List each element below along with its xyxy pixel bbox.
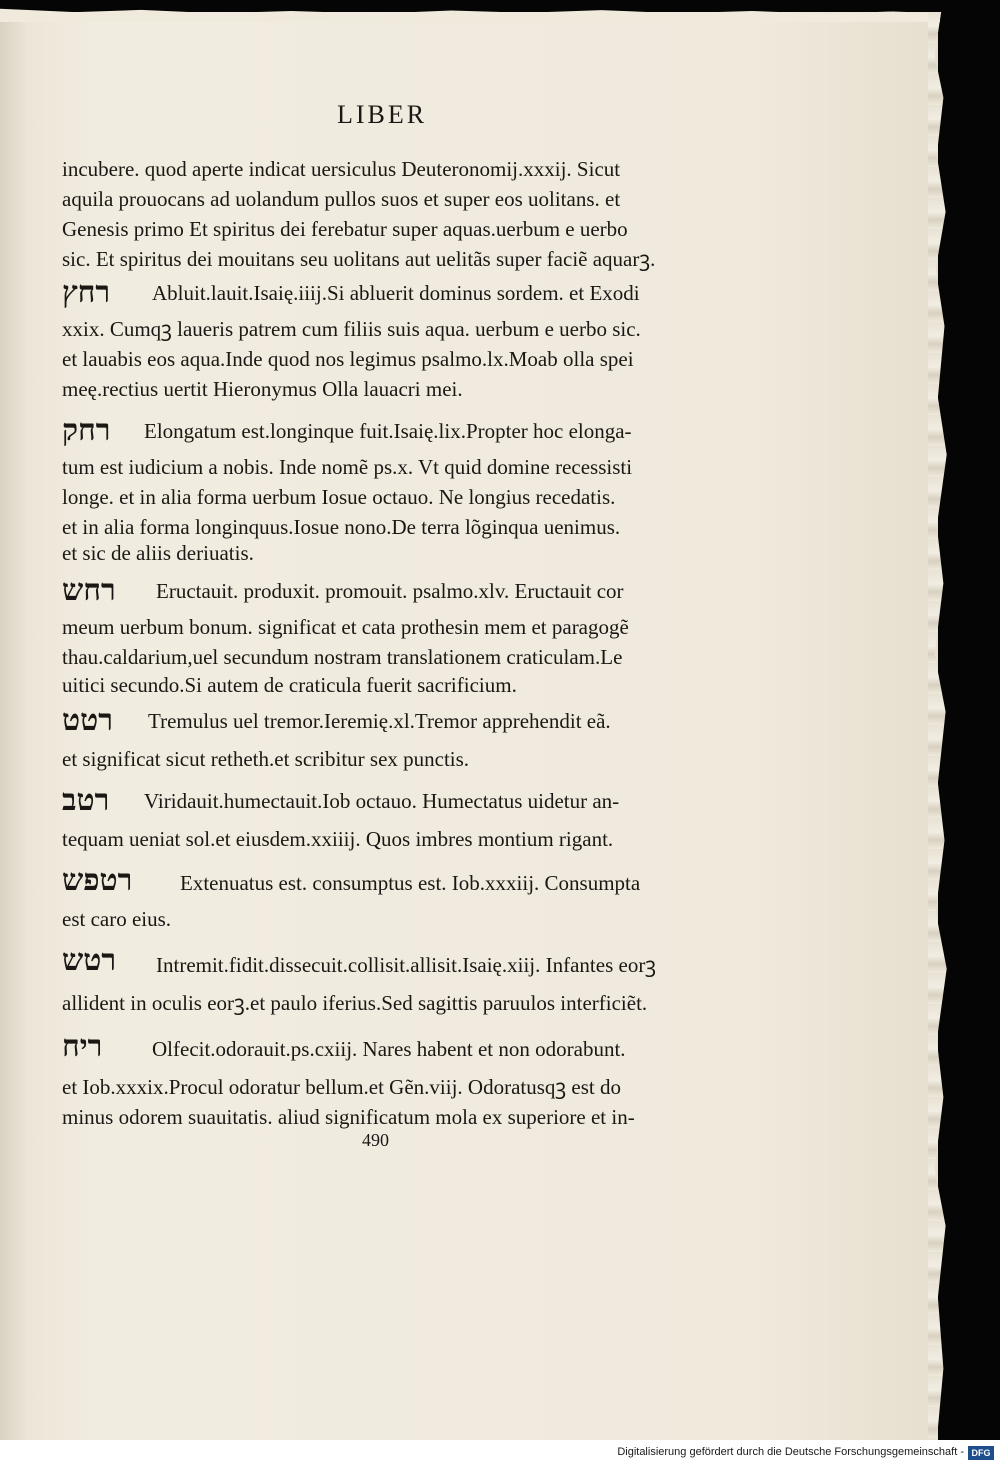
entry-first-line: Tremulus uel tremor.Ieremię.xl.Tremor apprehendit eã. <box>148 709 611 733</box>
entry-line: et sic de aliis deriuatis. <box>62 541 254 565</box>
torn-top-edge <box>0 0 940 22</box>
intro-line: aquila prouocans ad uolandum pullos suos et super eos uolitans. et <box>62 187 621 211</box>
entry-line: thau.caldarium,uel secundum nostram translationem craticulam.Le <box>62 645 623 669</box>
entry-first-line: Intremit.fidit.dissecuit.collisit.allisit.Isaię.xiij. Infantes eorꝫ <box>156 953 657 977</box>
running-head: LIBER <box>336 100 428 129</box>
entry-first-line: Viridauit.humectauit.Iob octauo. Humectatus uidetur an- <box>144 789 620 813</box>
intro-line: sic. Et spiritus dei mouitans seu uolitans aut uelitãs super faciẽ aquarꝫ. <box>62 247 656 271</box>
entry-line: tequam ueniat sol.et eiusdem.xxiiij. Quos imbres montium rigant. <box>62 827 614 851</box>
hebrew-headword: רטש <box>62 943 117 978</box>
entry-line: xxix. Cumqꝫ laueris patrem cum filiis suis aqua. uerbum e uerbo sic. <box>62 317 641 341</box>
intro-line: incubere. quod aperte indicat uersiculus Deuteronomij.xxxij. Sicut <box>62 157 621 181</box>
entry-line: longe. et in alia forma uerbum Iosue octauo. Ne longius recedatis. <box>62 485 616 509</box>
entry-first-line: Abluit.lauit.Isaię.iiij.Si abluerit dominus sordem. et Exodi <box>152 281 640 305</box>
entry-line: et in alia forma longinquus.Iosue nono.De terra lõginqua uenimus. <box>62 515 621 539</box>
entry-line: tum est iudicium a nobis. Inde nomẽ ps.x. Vt quid domine recessisti <box>62 455 633 479</box>
entry-first-line: Eructauit. produxit. promouit. psalmo.xlv. Eructauit cor <box>156 579 624 603</box>
hebrew-headword: רחק <box>62 413 111 448</box>
intro-line: Genesis primo Et spiritus dei ferebatur super aquas.uerbum e uerbo <box>62 217 628 241</box>
hebrew-headword: רטב <box>62 783 110 818</box>
entry-line: et lauabis eos aqua.Inde quod nos legimus psalmo.lx.Moab olla spei <box>62 347 634 371</box>
page-number: 490 <box>362 1130 389 1150</box>
entry-line: et Iob.xxxix.Procul odoratur bellum.et Gẽn.viij. Odoratusqꝫ est do <box>62 1075 621 1099</box>
hebrew-headword: רחץ <box>62 275 111 310</box>
entry-line: est caro eius. <box>62 907 172 931</box>
entry-line: meum uerbum bonum. significat et cata prothesin mem et paragogẽ <box>62 615 629 639</box>
entry-line: minus odorem suauitatis. aliud significatum mola ex superiore et in- <box>62 1105 635 1129</box>
hebrew-headword: רטפש <box>62 863 133 898</box>
funding-credit: Digitalisierung gefördert durch die Deutsche Forschungsgemeinschaft - <box>617 1446 964 1458</box>
hebrew-headword: רטט <box>62 703 113 738</box>
entry-line: et significat sicut retheth.et scribitur sex punctis. <box>62 747 470 771</box>
entry-line: uitici secundo.Si autem de craticula fuerit sacrificium. <box>62 673 517 697</box>
hebrew-headword: רחש <box>62 573 116 608</box>
entry-line: meę.rectius uertit Hieronymus Olla lauacri mei. <box>62 377 463 401</box>
entry-first-line: Elongatum est.longinque fuit.Isaię.lix.Propter hoc elonga- <box>144 419 632 443</box>
torn-right-edge <box>928 12 950 1440</box>
entry-line: allident in oculis eorꝫ.et paulo iferius.Sed sagittis paruulos interficiẽt. <box>62 991 648 1015</box>
digitization-footer <box>0 1440 1000 1467</box>
hebrew-headword: ריח <box>62 1029 103 1064</box>
dfg-logo-icon: DFG <box>968 1446 994 1460</box>
entry-first-line: Olfecit.odorauit.ps.cxiij. Nares habent et non odorabunt. <box>152 1037 626 1061</box>
entry-first-line: Extenuatus est. consumptus est. Iob.xxxiij. Consumpta <box>180 871 641 895</box>
